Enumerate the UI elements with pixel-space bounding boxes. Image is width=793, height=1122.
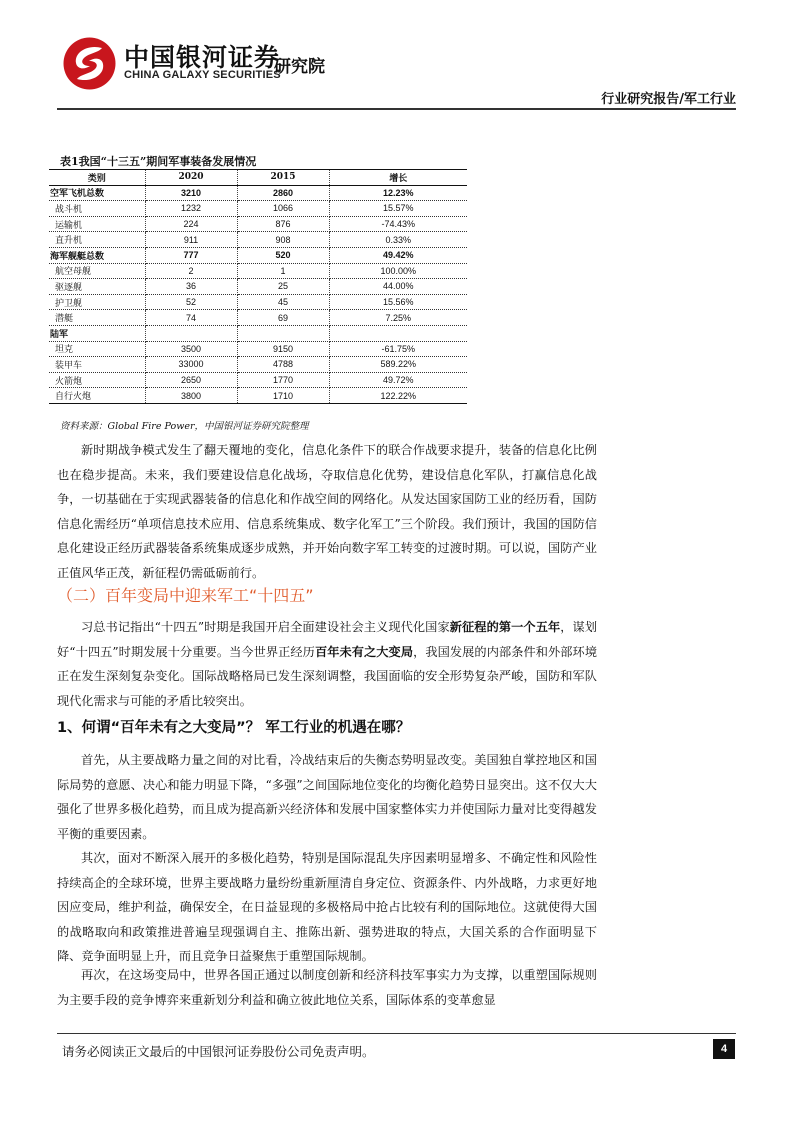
category-cell: 陆军 xyxy=(49,325,145,341)
equipment-table xyxy=(49,169,467,404)
value-2015-cell: 4788 xyxy=(237,357,329,373)
paragraph-4: 其次，面对不断深入展开的多极化趋势，特别是国际混乱失序因素明显增多、不确定性和风险性持续高企的全球环境，世界主要战略力量纷纷重新厘清自身定位、资源条件、内外战略，力求更好地因应变局，维护利益，确保安全，在日益显现的多极格局中抢占比较有利的国际地位。这就使得大国的战略取向和政策推进普遍呈现强调自主、推陈出新、强势进取的特点，大国关系的合作面明显下降、竞争面明显上升，而且竞争日益聚焦于重塑国际规制。 xyxy=(57,851,597,963)
value-2015-cell: 520 xyxy=(237,247,329,263)
value-2015-cell: 45 xyxy=(237,294,329,310)
value-2020-cell: 3800 xyxy=(145,388,237,404)
growth-cell: 49.42% xyxy=(329,247,467,263)
value-2020-cell: 33000 xyxy=(145,357,237,373)
footer-divider xyxy=(57,1033,736,1034)
value-2020-cell: 2 xyxy=(145,263,237,279)
table-row xyxy=(49,185,467,201)
category-cell: 自行火炮 xyxy=(49,388,145,404)
table-row xyxy=(49,357,467,373)
paragraph-2-text-e: ，我国发展的内部条件和外部环境正在发生深刻复杂变化。国际战略格局已发生深刻调整，我国面临的安全形势复杂严峻，国防和军队现代化需求与可能的矛盾比较突出。 xyxy=(57,644,598,708)
value-2015-cell: 908 xyxy=(237,232,329,248)
growth-cell: 49.72% xyxy=(329,372,467,388)
value-2020-cell: 777 xyxy=(145,247,237,263)
section-heading-2: （二）百年变局中迎来军工“十四五” xyxy=(57,586,314,605)
paragraph-2-emphasis-2: 百年未有之大变局 xyxy=(314,644,414,659)
value-2015-cell: 25 xyxy=(237,279,329,295)
value-2020-cell xyxy=(145,325,237,341)
value-2015-cell: 876 xyxy=(237,216,329,232)
brand-institute: 研究院 xyxy=(274,57,325,77)
table-row xyxy=(49,279,467,295)
header-2020: 2020 xyxy=(145,170,237,186)
document-type: 行业研究报告/军工行业 xyxy=(601,92,736,107)
category-cell: 火箭炮 xyxy=(49,372,145,388)
growth-cell xyxy=(329,325,467,341)
value-2020-cell: 2650 xyxy=(145,372,237,388)
growth-cell: 122.22% xyxy=(329,388,467,404)
table-header-row xyxy=(49,170,467,186)
paragraph-5: 再次，在这场变局中，世界各国正通过以制度创新和经济科技军事实力为支撑，以重塑国际规则为主要手段的竞争博弈来重新划分利益和确立彼此地位关系，国际体系的变革愈显 xyxy=(57,968,597,1007)
category-cell: 坦克 xyxy=(49,341,145,357)
paragraph-2 xyxy=(57,615,597,713)
value-2020-cell: 36 xyxy=(145,279,237,295)
footer-disclaimer: 请务必阅读正文最后的中国银河证券股份公司免责声明。 xyxy=(62,1044,375,1059)
category-cell: 驱逐舰 xyxy=(49,279,145,295)
growth-cell: 7.25% xyxy=(329,310,467,326)
paragraph-3: 首先，从主要战略力量之间的对比看，冷战结束后的失衡态势明显改变。美国独自掌控地区和国际局势的意愿、决心和能力明显下降，“多强”之间国际地位变化的均衡化趋势日显突出。这不仅大大强化了世界多极化趋势，而且成为提高新兴经济体和发展中国家整体实力并使国际力量对比变得越发平衡的重要因素。 xyxy=(57,753,597,841)
value-2015-cell: 1066 xyxy=(237,201,329,217)
category-cell: 海军舰艇总数 xyxy=(49,247,145,263)
growth-cell: 0.33% xyxy=(329,232,467,248)
paragraph-1: 新时期战争模式发生了翻天覆地的变化，信息化条件下的联合作战要求提升，装备的信息化比例也在稳步提高。未来，我们要建设信息化战场，夺取信息化优势，建设信息化军队，打赢信息化战争，一切基础在于实现武器装备的信息化和作战空间的网络化。从发达国家国防工业的经历看，国防信息化需经历“单项信息技术应用、信息系统集成、数字化军工”三个阶段。我们预计，我国的国防信息化建设正经历武器装备系统集成逐步成熟，并开始向数字军工转变的过渡时期。可以说，国防产业正值风华正茂，新征程仍需砥砺前行。 xyxy=(57,443,597,580)
category-cell: 装甲车 xyxy=(49,357,145,373)
value-2015-cell: 2860 xyxy=(237,185,329,201)
table-source: 资料来源：Global Fire Power，中国银河证券研究院整理 xyxy=(60,421,309,432)
value-2020-cell: 74 xyxy=(145,310,237,326)
growth-cell: 12.23% xyxy=(329,185,467,201)
table-row xyxy=(49,263,467,279)
growth-cell: 589.22% xyxy=(329,357,467,373)
value-2020-cell: 3500 xyxy=(145,341,237,357)
growth-cell: 15.56% xyxy=(329,294,467,310)
table-row xyxy=(49,372,467,388)
table-caption: 表1我国“十三五”期间军事装备发展情况 xyxy=(60,155,257,168)
header-2015: 2015 xyxy=(237,170,329,186)
table-row xyxy=(49,247,467,263)
value-2020-cell: 52 xyxy=(145,294,237,310)
table-row xyxy=(49,341,467,357)
brand-name-en: CHINA GALAXY SECURITIES xyxy=(124,69,281,81)
table-row xyxy=(49,310,467,326)
brand-name-cn: 中国银河证券 xyxy=(124,43,281,72)
header-category: 类别 xyxy=(49,170,145,186)
value-2020-cell: 1232 xyxy=(145,201,237,217)
value-2015-cell: 1770 xyxy=(237,372,329,388)
paragraph-2-emphasis-1: 新征程的第一个五年 xyxy=(449,620,561,634)
value-2015-cell: 9150 xyxy=(237,341,329,357)
value-2015-cell: 1710 xyxy=(237,388,329,404)
table-row xyxy=(49,388,467,404)
growth-cell: 100.00% xyxy=(329,263,467,279)
category-cell: 潜艇 xyxy=(49,310,145,326)
header-divider xyxy=(57,108,736,110)
category-cell: 直升机 xyxy=(49,232,145,248)
paragraph-2-text-c: ，谋划好“十四五”时期发展十分重要。当今世界正经历 xyxy=(57,620,598,659)
table-row xyxy=(49,232,467,248)
growth-cell: -61.75% xyxy=(329,341,467,357)
growth-cell: 15.57% xyxy=(329,201,467,217)
header-growth: 增长 xyxy=(329,170,467,186)
table-row xyxy=(49,294,467,310)
value-2020-cell: 911 xyxy=(145,232,237,248)
page-number: 4 xyxy=(713,1039,735,1059)
table-row xyxy=(49,201,467,217)
category-cell: 护卫舰 xyxy=(49,294,145,310)
value-2020-cell: 3210 xyxy=(145,185,237,201)
category-cell: 航空母舰 xyxy=(49,263,145,279)
galaxy-logo-icon xyxy=(62,36,117,91)
value-2015-cell: 69 xyxy=(237,310,329,326)
paragraph-2-text-a: 习总书记指出“十四五”时期是我国开启全面建设社会主义现代化国家 xyxy=(81,620,450,634)
value-2020-cell: 224 xyxy=(145,216,237,232)
category-cell: 战斗机 xyxy=(49,201,145,217)
subsection-heading-1: 1、何谓“百年未有之大变局”？ 军工行业的机遇在哪？ xyxy=(57,720,411,736)
growth-cell: -74.43% xyxy=(329,216,467,232)
table-row xyxy=(49,325,467,341)
category-cell: 空军飞机总数 xyxy=(49,185,145,201)
value-2015-cell xyxy=(237,325,329,341)
table-row xyxy=(49,216,467,232)
value-2015-cell: 1 xyxy=(237,263,329,279)
category-cell: 运输机 xyxy=(49,216,145,232)
growth-cell: 44.00% xyxy=(329,279,467,295)
